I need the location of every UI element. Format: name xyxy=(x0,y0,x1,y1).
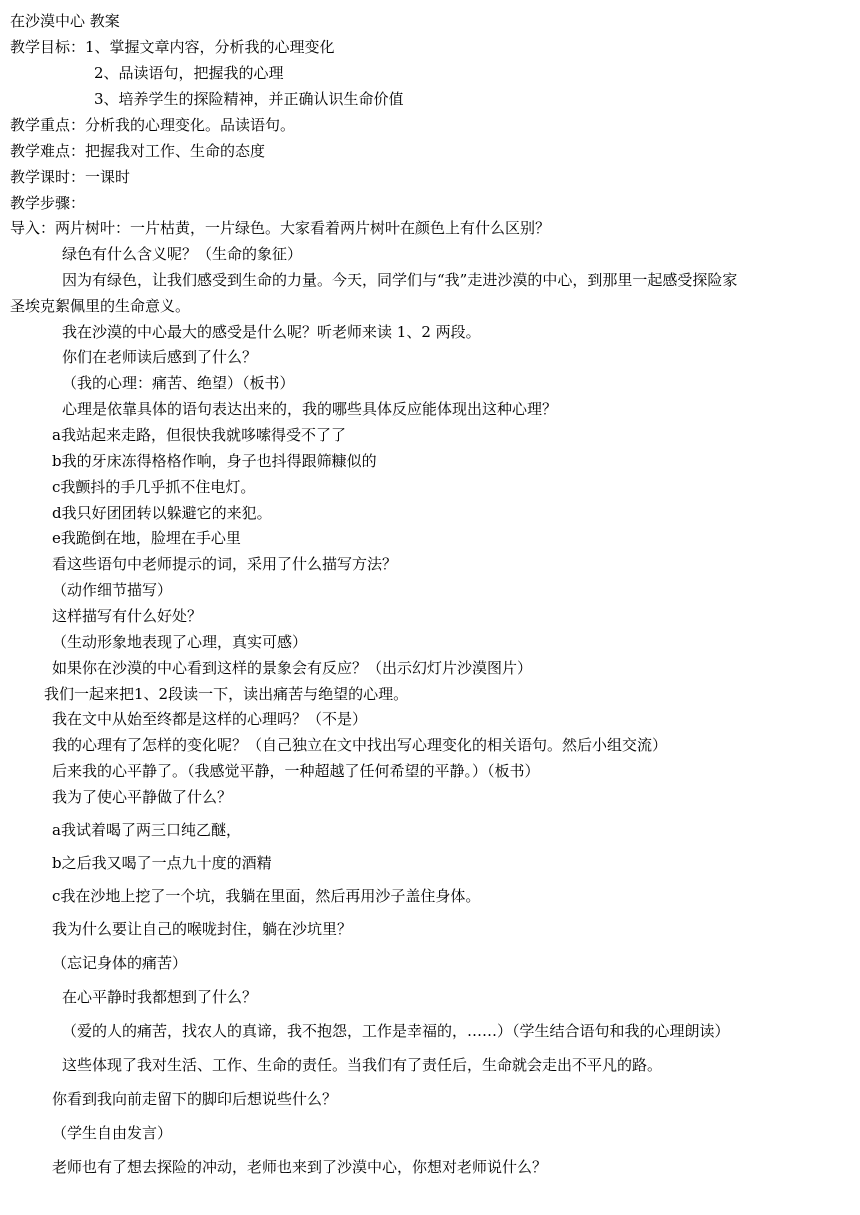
periods-label: 教学课时： xyxy=(10,168,86,186)
body-line: 我在文中从始至终都是这样的心理吗？（不是） xyxy=(52,710,368,728)
body-line: 我们一起来把1、2段读一下，读出痛苦与绝望的心理。 xyxy=(44,685,409,703)
body-line: c我在沙地上挖了一个坑，我躺在里面，然后再用沙子盖住身体。 xyxy=(52,887,481,905)
objective-item: 1、掌握文章内容，分析我的心理变化 xyxy=(85,38,335,56)
body-line: （我的心理：痛苦、绝望）（板书） xyxy=(62,374,295,392)
body-line: 这些体现了我对生活、工作、生命的责任。当我们有了责任后，生命就会走出不平凡的路。 xyxy=(62,1056,663,1074)
periods-text: 一课时 xyxy=(85,168,131,186)
body-line: c我颤抖的手几乎抓不住电灯。 xyxy=(52,478,256,496)
body-line: 我为什么要让自己的喉咙封住，躺在沙坑里？ xyxy=(52,920,353,938)
body-line: 后来我的心平静了。（我感觉平静，一种超越了任何希望的平静。）（板书） xyxy=(52,762,540,780)
body-line: d我只好团团转以躲避它的来犯。 xyxy=(52,504,272,522)
body-line: 我为了使心平静做了什么？ xyxy=(52,788,233,806)
objectives-label: 教学目标： xyxy=(10,38,86,56)
objective-item: 2、品读语句，把握我的心理 xyxy=(94,64,284,82)
objectives-line-1 xyxy=(10,37,335,57)
periods-line xyxy=(10,167,130,187)
body-line: （动作细节描写） xyxy=(52,581,173,599)
body-line: 圣埃克絮佩里的生命意义。 xyxy=(10,297,191,315)
body-line: 老师也有了想去探险的冲动，老师也来到了沙漠中心，你想对老师说什么？ xyxy=(52,1158,548,1176)
intro-text: 两片树叶：一片枯黄，一片绿色。大家看着两片树叶在颜色上有什么区别？ xyxy=(55,219,551,237)
key-points-text: 分析我的心理变化。品读语句。 xyxy=(85,116,296,134)
body-line: a我站起来走路，但很快我就哆嗦得受不了了 xyxy=(52,426,346,444)
body-line: （忘记身体的痛苦） xyxy=(52,954,188,972)
key-points-label: 教学重点： xyxy=(10,116,86,134)
body-line: 看这些语句中老师提示的词，采用了什么描写方法？ xyxy=(52,555,398,573)
difficulties-label: 教学难点： xyxy=(10,142,86,160)
body-line: 心理是依靠具体的语句表达出来的，我的哪些具体反应能体现出这种心理？ xyxy=(62,400,558,418)
body-line: 在心平静时我都想到了什么？ xyxy=(62,988,258,1006)
body-line: 因为有绿色，让我们感受到生命的力量。今天，同学们与“我”走进沙漠的中心，到那里一起感受探险家 xyxy=(62,271,738,289)
body-line: （生动形象地表现了心理，真实可感） xyxy=(52,633,308,651)
document-title: 在沙漠中心 教案 xyxy=(10,12,120,30)
body-line: b我的牙床冻得格格作响，身子也抖得跟筛糠似的 xyxy=(52,452,377,470)
body-line: a我试着喝了两三口纯乙醚， xyxy=(52,821,241,839)
body-line: 如果你在沙漠的中心看到这样的景象会有反应？（出示幻灯片沙漠图片） xyxy=(52,659,533,677)
intro-line xyxy=(10,218,550,238)
difficulties-line xyxy=(10,141,265,161)
body-line: 我在沙漠的中心最大的感受是什么呢？听老师来读 1、2 两段。 xyxy=(62,323,481,341)
body-line: 绿色有什么含义呢？（生命的象征） xyxy=(62,245,303,263)
body-line: e我跪倒在地，脸埋在手心里 xyxy=(52,529,241,547)
objective-item: 3、培养学生的探险精神，并正确认识生命价值 xyxy=(94,90,404,108)
body-line: （学生自由发言） xyxy=(52,1124,173,1142)
key-points-line xyxy=(10,115,295,135)
body-line: 这样描写有什么好处？ xyxy=(52,607,203,625)
body-line: 你们在老师读后感到了什么？ xyxy=(62,348,258,366)
body-line: 你看到我向前走留下的脚印后想说些什么？ xyxy=(52,1090,338,1108)
difficulties-text: 把握我对工作、生命的态度 xyxy=(85,142,266,160)
intro-label: 导入： xyxy=(10,219,56,237)
body-line: b之后我又喝了一点九十度的酒精 xyxy=(52,854,272,872)
body-line: （爱的人的痛苦，找农人的真谛，我不抱怨，工作是幸福的，……）（学生结合语句和我的心理朗读） xyxy=(62,1022,730,1040)
steps-label: 教学步骤： xyxy=(10,194,86,212)
body-line: 我的心理有了怎样的变化呢？（自己独立在文中找出写心理变化的相关语句。然后小组交流） xyxy=(52,736,668,754)
